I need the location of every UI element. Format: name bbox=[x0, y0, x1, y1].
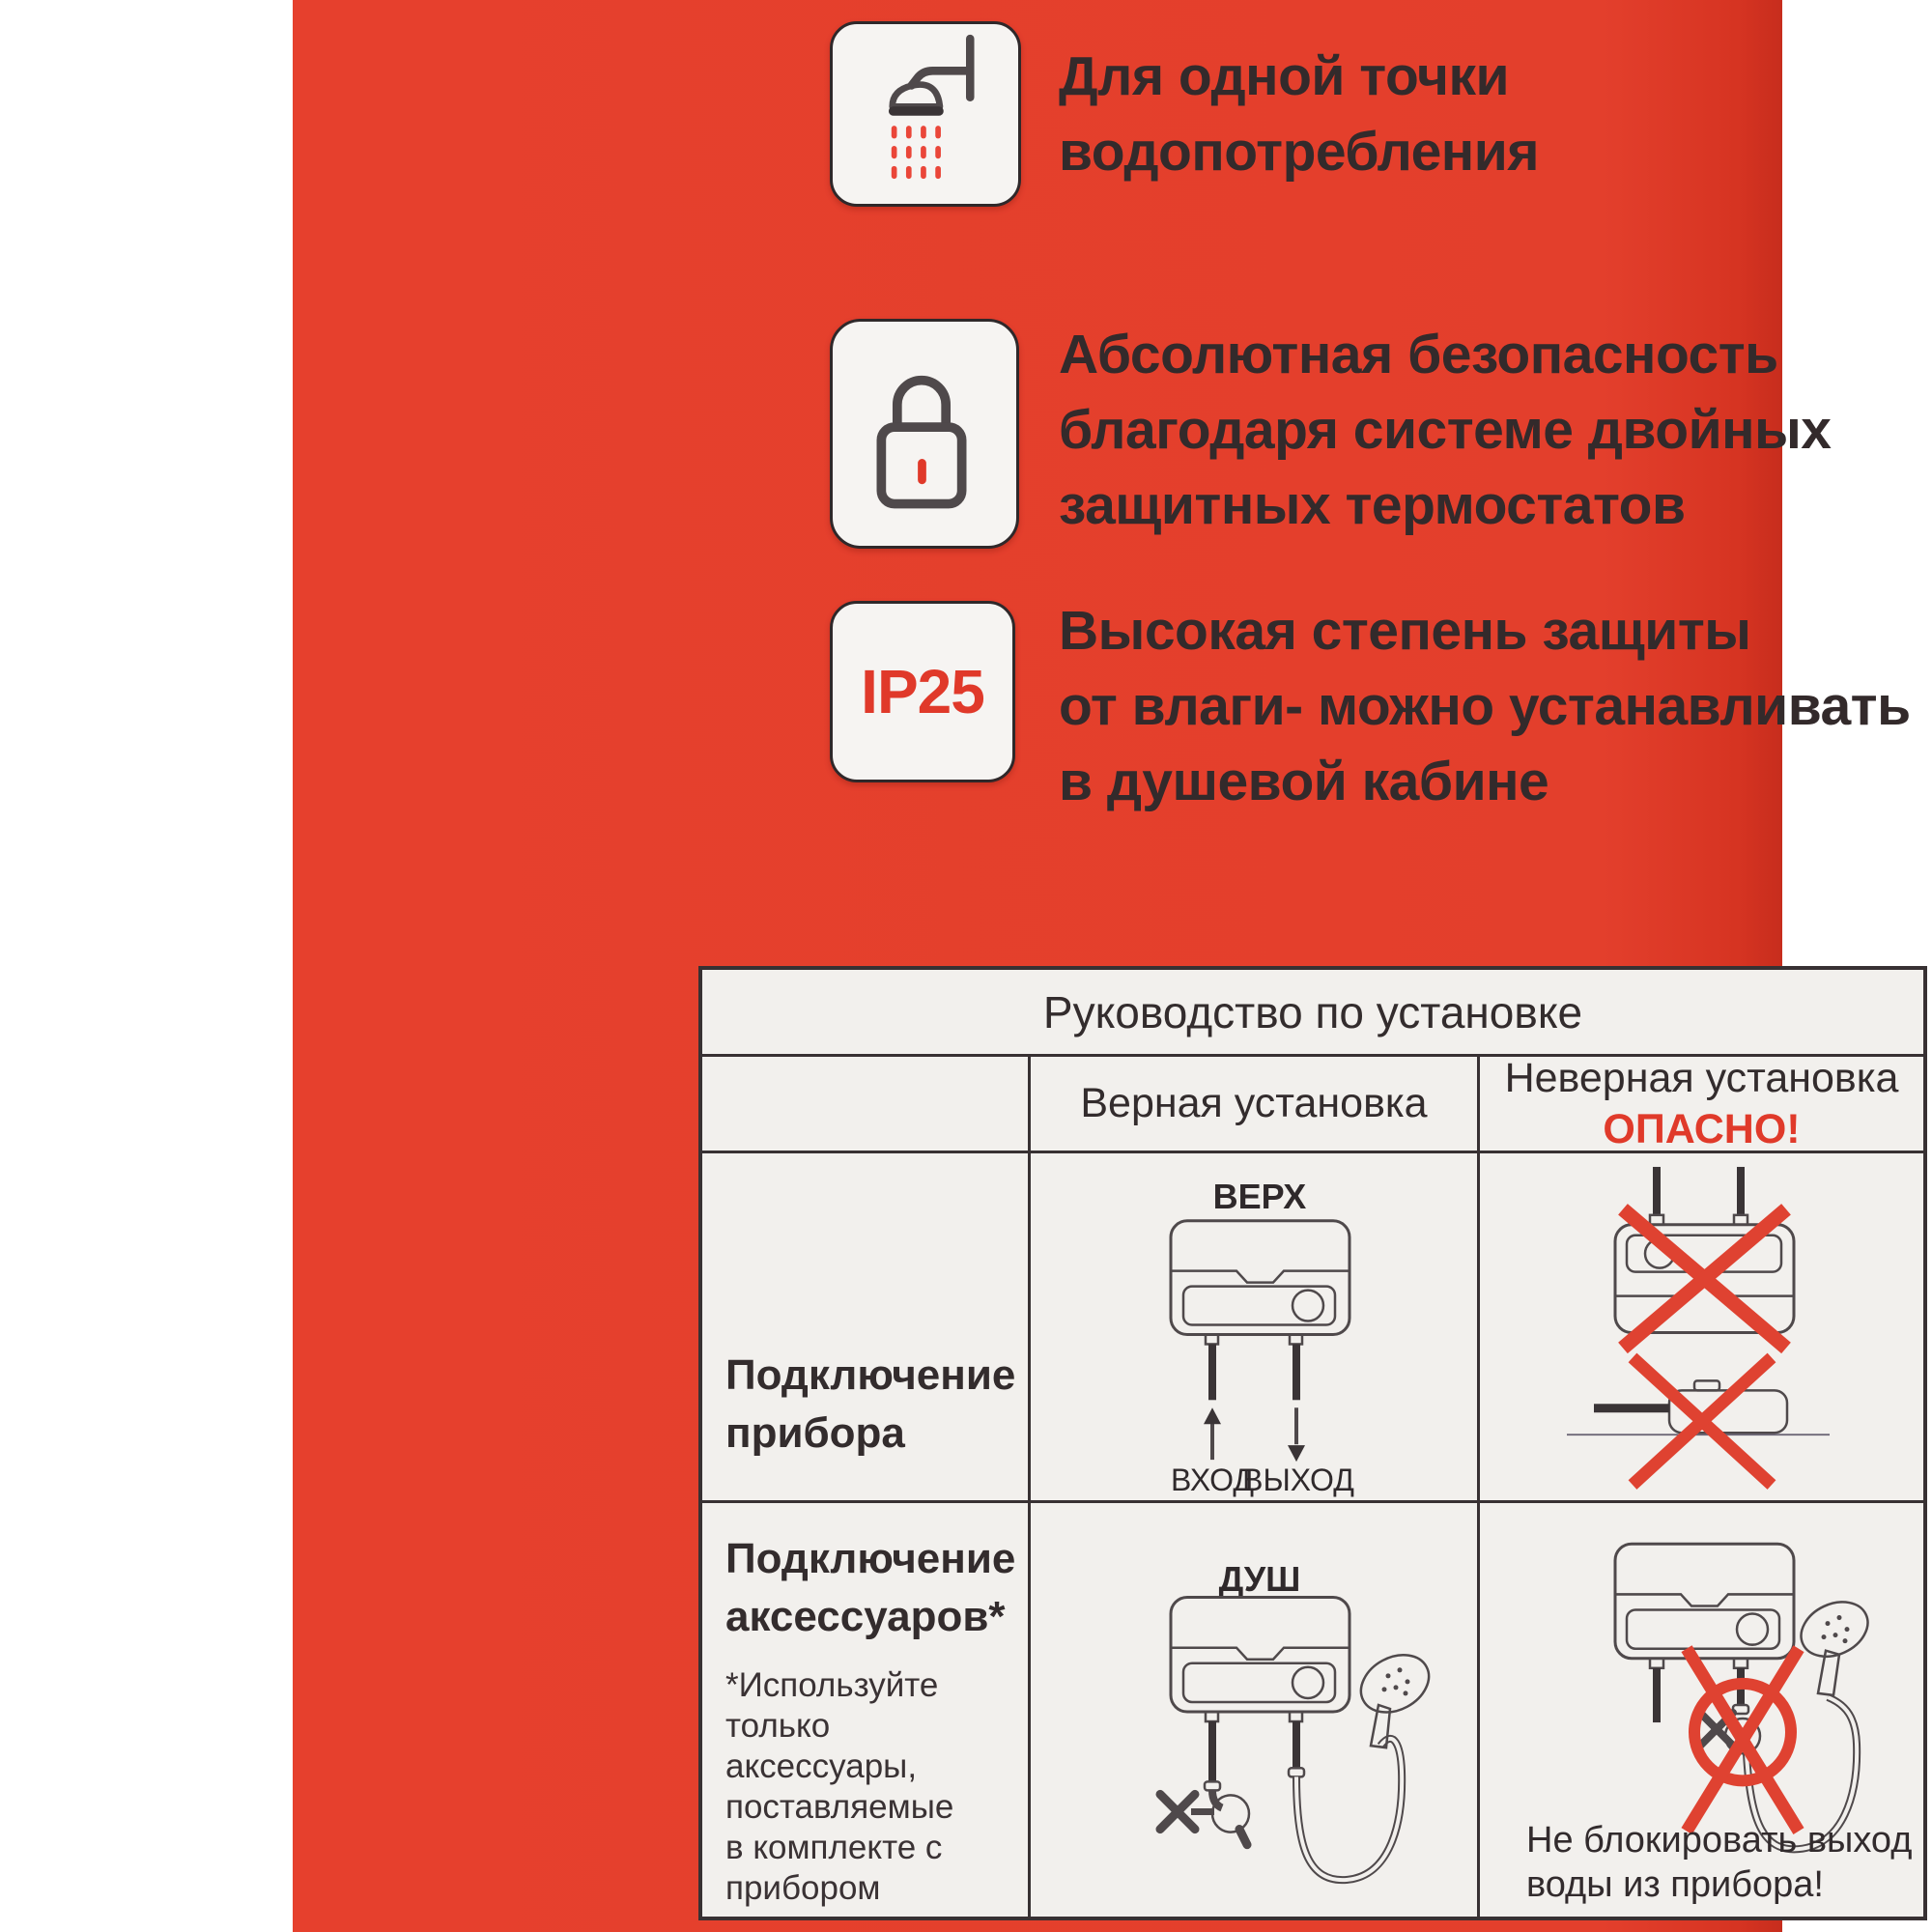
heater-upright-diagram bbox=[1031, 1153, 1477, 1500]
feature-line: от влаги- можно устанавливать bbox=[1059, 675, 1911, 737]
danger-label: ОПАСНО! bbox=[1603, 1105, 1801, 1151]
incorrect-install-diagram bbox=[1480, 1153, 1923, 1500]
empty-header-cell bbox=[702, 1057, 1031, 1151]
table-title: Руководство по установке bbox=[702, 970, 1923, 1057]
feature-line: защитных термостатов bbox=[1059, 474, 1686, 536]
table-row bbox=[702, 1503, 1923, 1917]
water-drops bbox=[892, 126, 941, 179]
heater-shower-diagram bbox=[1031, 1503, 1477, 1917]
lock-icon bbox=[833, 322, 1010, 540]
column-header-incorrect bbox=[1480, 1057, 1923, 1151]
column-header-correct: Верная установка bbox=[1031, 1057, 1480, 1151]
ip25-badge-tile bbox=[830, 601, 1015, 782]
row-label-cell bbox=[702, 1153, 1031, 1500]
install-guide-table bbox=[698, 966, 1927, 1920]
blocked-outlet-note-line: воды из прибора! bbox=[1526, 1864, 1824, 1905]
heater-wrong-orientation-diagram bbox=[1480, 1153, 1923, 1500]
shower-icon bbox=[833, 24, 1012, 198]
diagram-label-top: ВЕРХ bbox=[1212, 1177, 1307, 1216]
feature-line: благодаря системе двойных bbox=[1059, 399, 1832, 461]
row-label: Подключение прибора bbox=[725, 1351, 1016, 1457]
feature-text-safety bbox=[1059, 317, 1831, 543]
diagram-label-top: ДУШ bbox=[1218, 1559, 1301, 1599]
tap-valve-icon bbox=[1212, 1795, 1249, 1832]
inlet-label: ВХОД bbox=[1170, 1463, 1255, 1497]
feature-line: Абсолютная безопасность bbox=[1059, 324, 1778, 385]
row-label-cell bbox=[702, 1503, 1031, 1917]
feature-line: водопотребления bbox=[1059, 121, 1540, 183]
outlet-label: ВЫХОД bbox=[1242, 1463, 1354, 1497]
accessories-incorrect-diagram bbox=[1480, 1503, 1923, 1917]
table-row bbox=[702, 1153, 1923, 1503]
row-label: Подключение аксессуаров* bbox=[725, 1535, 1016, 1640]
correct-install-diagram bbox=[1031, 1153, 1480, 1500]
table-column-headers bbox=[702, 1057, 1923, 1153]
accessories-correct-diagram bbox=[1031, 1503, 1480, 1917]
red-cross-icon bbox=[1623, 1209, 1786, 1349]
shower-head-icon bbox=[1351, 1643, 1439, 1747]
shower-icon-tile bbox=[830, 21, 1021, 207]
shower-head-icon bbox=[1792, 1592, 1876, 1695]
feature-line: Высокая степень защиты bbox=[1059, 600, 1751, 662]
incorrect-header-label: Неверная установка bbox=[1504, 1057, 1899, 1101]
ip25-badge: IP25 bbox=[861, 657, 984, 726]
feature-line: Для одной точки bbox=[1059, 45, 1510, 107]
keyhole bbox=[918, 459, 926, 484]
feature-text-single-point bbox=[1059, 39, 1539, 189]
red-cross-icon bbox=[1633, 1357, 1772, 1485]
lock-icon-tile bbox=[830, 319, 1019, 549]
feature-text-ip25 bbox=[1059, 593, 1911, 819]
accessories-footnote: *Используйте только аксессуары, поставляемые в комплекте с прибором bbox=[725, 1666, 954, 1907]
red-package-panel bbox=[293, 0, 1913, 1932]
blocked-outlet-note-line: Не блокировать выход bbox=[1526, 1820, 1913, 1861]
feature-line: в душевой кабине bbox=[1059, 751, 1549, 812]
